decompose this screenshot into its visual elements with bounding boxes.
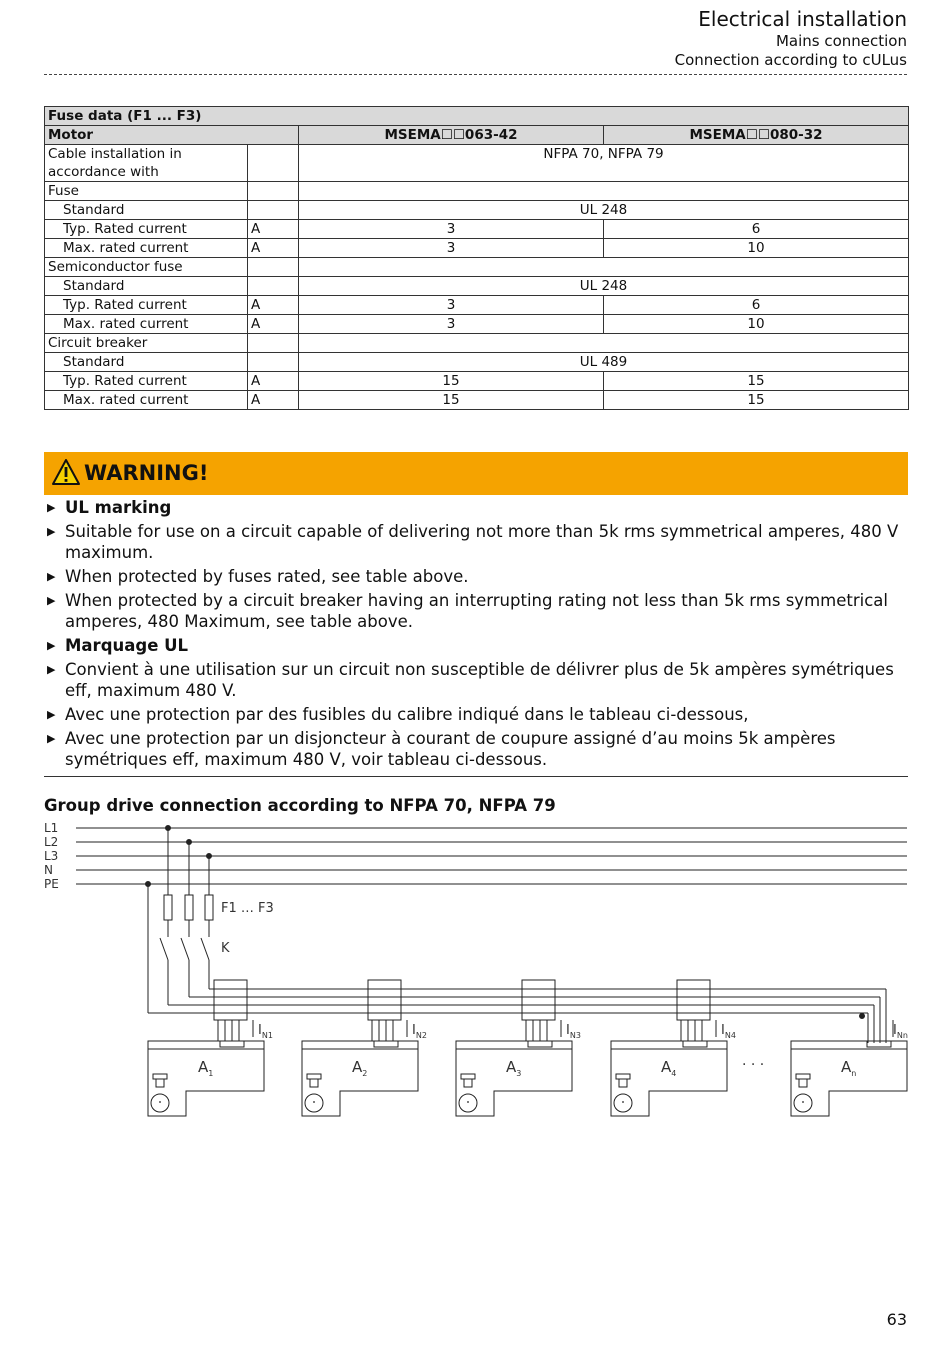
- list-item-text: When protected by a circuit breaker having an interrupting rating not less than 5k rms symmetrical amperes, 480 Maximum, see table above.: [65, 591, 888, 631]
- contactor-label: K: [221, 941, 230, 956]
- list-item: [44, 704, 908, 725]
- list-item-text: Suitable for use on a circuit capable of delivering not more than 5k rms symmetrical amperes, 480 V maximum.: [65, 522, 899, 562]
- drive-unit: [148, 980, 273, 1116]
- cell-value: 10: [604, 315, 909, 334]
- list-item-text: When protected by fuses rated, see table above.: [65, 567, 469, 586]
- junction-box: [522, 980, 555, 1020]
- drive-label-sub: 4: [671, 1069, 677, 1078]
- row-label: Standard: [45, 353, 248, 372]
- drive-label: $A_1$: [198, 1058, 214, 1078]
- table-row: [45, 239, 909, 258]
- motor-connector-icon: [616, 1074, 630, 1079]
- motor-icon-dot: [802, 1101, 804, 1103]
- feeder: [146, 826, 887, 1044]
- warning-icon: [51, 458, 81, 486]
- section-subtitle: Mains connection: [775, 32, 907, 50]
- list-item: [44, 728, 908, 770]
- current-label: $I_{N4}$: [721, 1023, 736, 1040]
- list-item-text: UL marking: [65, 498, 172, 517]
- drive-unit: [456, 980, 581, 1116]
- drive-label-sub: n: [851, 1069, 857, 1078]
- cell-value: UL 248: [299, 277, 909, 296]
- bus-labels: [44, 821, 59, 891]
- list-item: [44, 659, 908, 701]
- header-divider: [44, 74, 907, 75]
- current-label-sub: Nn: [896, 1031, 908, 1040]
- cell-value: 3: [299, 220, 604, 239]
- fuse-icon: [164, 895, 172, 920]
- current-label-sub: N1: [261, 1031, 273, 1040]
- fuse-label: F1 … F3: [221, 901, 274, 916]
- row-label: Max. rated current: [45, 315, 248, 334]
- bullet-icon: ▶: [47, 525, 56, 538]
- list-item: [44, 497, 908, 518]
- terminal-block: [374, 1041, 398, 1047]
- cell-value: 3: [299, 239, 604, 258]
- terminal-block: [867, 1041, 891, 1047]
- list-item-text: Marquage UL: [65, 636, 189, 655]
- table-row: [45, 334, 909, 353]
- drive-label-sub: 2: [362, 1069, 368, 1078]
- group-drive-diagram: [0, 815, 950, 1125]
- bullet-icon: ▶: [47, 663, 56, 676]
- row-label: Typ. Rated current: [45, 220, 248, 239]
- page-header: [675, 6, 907, 70]
- current-label: $I_{N3}$: [566, 1023, 581, 1040]
- drive-label: $A_2$: [352, 1058, 368, 1078]
- cell-value: 15: [299, 372, 604, 391]
- bus-label: L1: [44, 821, 59, 835]
- table-row: [45, 391, 909, 410]
- motor-connector-icon: [796, 1074, 810, 1079]
- terminal-block: [683, 1041, 707, 1047]
- cell-value: UL 489: [299, 353, 909, 372]
- drive-label: $A_n$: [841, 1058, 857, 1078]
- fuse-icon: [205, 895, 213, 920]
- cell-value: 3: [299, 296, 604, 315]
- list-item: [44, 521, 908, 563]
- feeder-labels: [221, 901, 274, 956]
- cell-value: 3: [299, 315, 604, 334]
- motor-col-2: MSEMA☐☐080-32: [604, 126, 909, 145]
- warning-divider: [44, 776, 908, 777]
- motor-header: Motor: [45, 126, 299, 145]
- motor-connector-icon: [310, 1079, 318, 1087]
- list-item: [44, 635, 908, 656]
- drive-label-sub: 3: [516, 1069, 522, 1078]
- current-label: $I_{Nn}$: [893, 1023, 908, 1040]
- list-item: [44, 566, 908, 587]
- motor-connector-icon: [799, 1079, 807, 1087]
- table-row: [45, 145, 909, 182]
- cell-value: UL 248: [299, 201, 909, 220]
- bullet-icon: ▶: [47, 732, 56, 745]
- unit-cell: A: [248, 391, 299, 410]
- bus-lines: [76, 828, 907, 884]
- current-label: $I_{N1}$: [258, 1023, 273, 1040]
- table-row: [45, 277, 909, 296]
- bullet-icon: ▶: [47, 570, 56, 583]
- table-row: [45, 182, 909, 201]
- terminal-block: [220, 1041, 244, 1047]
- unit-cell: A: [248, 239, 299, 258]
- drive-units: [148, 980, 908, 1116]
- table-header-row: [45, 126, 909, 145]
- fuse-data-table: [44, 106, 909, 410]
- cable-label: Cable installation in accordance with: [45, 145, 248, 182]
- junction-box: [214, 980, 247, 1020]
- unit-cell: A: [248, 315, 299, 334]
- cell-value: 6: [604, 220, 909, 239]
- row-label: Typ. Rated current: [45, 296, 248, 315]
- bullet-icon: ▶: [47, 708, 56, 721]
- table-row: [45, 258, 909, 277]
- table-row: [45, 372, 909, 391]
- junction-box: [368, 980, 401, 1020]
- current-label-sub: N3: [569, 1031, 581, 1040]
- drive-label-sub: 1: [208, 1069, 214, 1078]
- unit-cell: A: [248, 372, 299, 391]
- cell-value: 15: [604, 372, 909, 391]
- fuse-icon: [185, 895, 193, 920]
- drive-unit: [611, 980, 736, 1116]
- bus-label: L2: [44, 835, 59, 849]
- unit-cell: A: [248, 220, 299, 239]
- semi-group-label: Semiconductor fuse: [45, 258, 248, 277]
- list-item-text: Avec une protection par un disjoncteur à courant de coupure assigné d’au moins 5k ampères symétriques eff, maximum 480 V, voir tableau ci-dessous.: [65, 729, 836, 769]
- drive-label: $A_3$: [506, 1058, 522, 1078]
- junction-box: [677, 980, 710, 1020]
- bullet-icon: ▶: [47, 594, 56, 607]
- drive-label: $A_4$: [661, 1058, 677, 1078]
- list-item-text: Avec une protection par des fusibles du calibre indiqué dans le tableau ci-dessous,: [65, 705, 749, 724]
- motor-icon-dot: [159, 1101, 161, 1103]
- warning-title: WARNING!: [84, 461, 209, 485]
- motor-icon-dot: [313, 1101, 315, 1103]
- bus-label: PE: [44, 877, 59, 891]
- table-row: [45, 296, 909, 315]
- row-label: Max. rated current: [45, 239, 248, 258]
- section-title: Electrical installation: [698, 7, 907, 31]
- table-caption: Fuse data (F1 ... F3): [45, 107, 909, 126]
- motor-connector-icon: [464, 1079, 472, 1087]
- row-label: Max. rated current: [45, 391, 248, 410]
- cable-value: NFPA 70, NFPA 79: [299, 145, 909, 182]
- drive-unit: [791, 1020, 908, 1116]
- motor-connector-icon: [307, 1074, 321, 1079]
- table-caption-row: [45, 107, 909, 126]
- unit-cell: A: [248, 296, 299, 315]
- motor-connector-icon: [461, 1074, 475, 1079]
- bullet-icon: ▶: [47, 501, 56, 514]
- fuse-group-label: Fuse: [45, 182, 248, 201]
- motor-icon-dot: [622, 1101, 624, 1103]
- ellipsis: · · ·: [742, 1057, 765, 1073]
- cell-value: 15: [604, 391, 909, 410]
- cell-value: 10: [604, 239, 909, 258]
- cell-value: 15: [299, 391, 604, 410]
- motor-connector-icon: [153, 1074, 167, 1079]
- page-number: 63: [886, 1310, 907, 1329]
- cb-group-label: Circuit breaker: [45, 334, 248, 353]
- list-item: [44, 590, 908, 632]
- bullet-icon: ▶: [47, 639, 56, 652]
- row-label: Standard: [45, 201, 248, 220]
- motor-col-1: MSEMA☐☐063-42: [299, 126, 604, 145]
- motor-connector-icon: [156, 1079, 164, 1087]
- cell-value: 6: [604, 296, 909, 315]
- warning-banner: [44, 452, 908, 495]
- terminal-block: [528, 1041, 552, 1047]
- warning-list: [44, 497, 908, 773]
- motor-icon-dot: [467, 1101, 469, 1103]
- current-label-sub: N4: [724, 1031, 736, 1040]
- section-subsubtitle: Connection according to cULus: [674, 51, 907, 69]
- list-item-text: Convient à une utilisation sur un circuit non susceptible de délivrer plus de 5k ampères symétriques eff, maximum 480 V.: [65, 660, 894, 700]
- table-row: [45, 315, 909, 334]
- bus-label: L3: [44, 849, 59, 863]
- current-label: $I_{N2}$: [412, 1023, 427, 1040]
- contactor-icon: [160, 938, 168, 960]
- table-row: [45, 201, 909, 220]
- current-label-sub: N2: [415, 1031, 427, 1040]
- drive-unit: [302, 980, 427, 1116]
- diagram-title: Group drive connection according to NFPA 70, NFPA 79: [44, 796, 556, 815]
- table-row: [45, 220, 909, 239]
- row-label: Typ. Rated current: [45, 372, 248, 391]
- table-row: [45, 353, 909, 372]
- motor-connector-icon: [619, 1079, 627, 1087]
- row-label: Standard: [45, 277, 248, 296]
- bus-label: N: [44, 863, 53, 877]
